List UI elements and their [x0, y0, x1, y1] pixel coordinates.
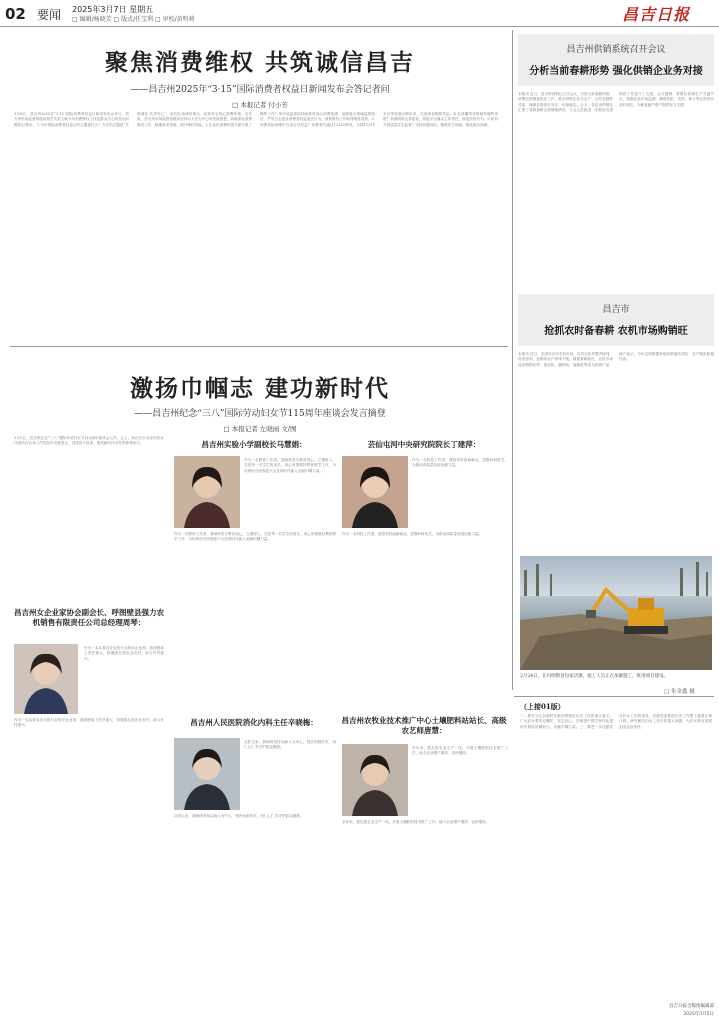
article3-headline: 抢抓农时备春耕 农机市场购销旺: [544, 326, 688, 337]
speaker-dingjianping-text-a: 作为一名科技工作者，我将坚持创新驱动，加强科研攻关，为推动高质量发展贡献力量。: [412, 458, 508, 468]
commentary-source: 昌吉日报全媒体编辑部: [669, 1004, 714, 1009]
article3-body: 本报讯 近日，走进昌吉市农机市场，各类农机具整齐排列，前来咨询、选购的农户络绎不绝。随着春耕临近，农机市场迎来销售旺季，拖拉机、播种机、旋耕机等成为热销产品。商户表示，今年农机购置补贴政策落实到位，农户购机积极性高。: [518, 352, 714, 367]
speaker-zhouqin-text-a: 作为一名从事农业农机行业的女企业家，我深感肩上责任重大，将继续扎根农业农村，助力乡村振兴。: [84, 646, 164, 661]
article4-subhead: ——昌吉州纪念“三八”国际劳动妇女节115周年座谈会发言摘登: [134, 409, 386, 419]
speaker-tanghui-name: 昌吉州农牧业技术推广中心土壤肥料站站长、高级农艺师唐慧：: [341, 716, 507, 735]
speaker-xinxiaomei-name: 昌吉州人民医院消化内科主任辛晓梅：: [190, 718, 318, 727]
article2-headline: 分析当前春耕形势 强化供销企业务对接: [529, 66, 703, 77]
portrait-mahuijuan: [174, 456, 240, 528]
article4-intro: 3月5日，昌吉州纪念“三八”国际劳动妇女节115周年座谈会召开。会上，来自各行各业的妇女代表结合自身工作实际作交流发言，讲述奋斗故事，展现新时代女性的使命担当。: [14, 436, 164, 446]
speaker-tanghui-text-a: 多年来，我扎根农业生产一线，开展土壤肥料技术推广工作，助力农业增产增效、农民增收。: [412, 746, 508, 756]
portrait-tanghui: [342, 744, 408, 816]
photo-credit: □ 朱金鑫 摄: [664, 689, 695, 695]
portrait-dingjianping: [342, 456, 408, 528]
column-divider: [512, 30, 513, 690]
speaker-mahuijuan-text-a: 作为一名教育工作者，我始终坚守教育初心，立德树人，关爱每一名学生的成长，用心用情做好教育教学工作，为培养担当民族复兴大任的时代新人贡献巾帼力量。: [244, 458, 336, 473]
speaker-tanghui-text-b: 多年来，我扎根农业生产一线，开展土壤肥料技术推广工作，助力农业增产增效、农民增收。: [342, 820, 490, 824]
speaker-mahuijuan-text-b: 作为一名教育工作者，我始终坚守教育初心，立德树人，关爱每一名学生的成长，用心用情做好教育教学工作，为培养担当民族复兴大任的时代新人贡献巾帼力量。: [174, 532, 336, 542]
speaker-dingjianping-name: 芸仙屯河中央研究院院长丁建萍：: [367, 440, 481, 449]
article1-byline: □ 本报记者 付小芳: [232, 101, 288, 109]
portrait-zhouqin: [14, 644, 78, 714]
article4-headline: 激扬巾帼志 建功新时代: [129, 375, 390, 402]
newspaper-logo: 昌吉日报: [622, 5, 691, 24]
speaker-xinxiaomei-text-b: 从医以来，我始终坚持以病人为中心，刻苦钻研医术，用仁心仁术守护群众健康。: [174, 814, 304, 818]
speaker-dingjianping-text-b: 作为一名科技工作者，我将坚持创新驱动，加强科研攻关，为推动高质量发展贡献力量。: [342, 532, 483, 536]
article1-subhead: ——昌吉州2025年“3·15”国际消费者权益日新闻发布会答记者问: [130, 85, 390, 95]
commentary-head: （上接01版）: [520, 702, 565, 711]
page-number: 02: [5, 5, 26, 23]
speaker-zhouqin-text-b: 作为一名从事农业农机行业的女企业家，我深感肩上责任重大，将继续扎根农业农村，助力乡村振兴。: [14, 718, 164, 728]
section-rule: [10, 346, 508, 347]
article1-lead: 3月6日，昌吉州2025年“3·15”国际消费者权益日新闻发布会举行，昌吉州市场监督管理局相关负责人就今年消费维权工作及群众关心的热点问题答记者问。: [14, 112, 129, 127]
article1-text: 1.今年国际消费者权益日的主题是什么？今年的主题是“共筑诚信 共享安心”，旨在弘扬诚信理念，营造安全放心消费环境。近年来，昌吉州市场监督管理局坚持以人民为中心的发展思想，持续深化消费维权工作，畅通诉求渠道，提升维权效能。2.在优化消费环境方面开展了哪些工作？州市场监管局持续推进放心消费创建，加强重点领域监管执法，严厉打击侵害消费者权益违法行为，消费维权工作取得明显成效。3.消费者如何维护自身合法权益？消费者可通过12315热线、全国12315平台等渠道反映诉求，注意保存购物凭证。4.在直播带货领域有哪些举措？加强网络交易监管，督促平台落实主体责任，规范经营行为。5.如何开展质量安全监管？坚持问题导向，聚焦民生领域，强化源头治理。: [36, 112, 498, 127]
article4-byline: □ 本报记者 左晓雨 文/图: [223, 425, 297, 433]
section-name: 要闻: [37, 8, 62, 22]
article2-body: 本报讯 近日，昌吉州供销社召开会议，分析当前春耕形势，部署农资储备供应工作，推动供销企业与农户、合作社精准对接，保障农资供应充足、价格稳定。会上，各县市供销社汇报了春耕备耕农资储备情况，与会人员就进一步做好农资保供工作进行了交流。会议强调，要紧盯春耕生产关键节点，加强农资市场监测，确保化肥、农药、种子等农资供应及时到位，为粮食稳产增产提供有力支撑。: [518, 92, 714, 113]
portrait-xinxiaomei: [174, 738, 240, 810]
speaker-zhouqin-name: 昌吉州女企业家协会副会长、呼图壁县强力农机销售有限责任公司总经理周琴：: [14, 608, 164, 627]
photo-caption: 2月24日，在玛纳斯县包家店镇，施工人员正在加紧施工，推进项目建设。: [520, 674, 669, 679]
speaker-mahuijuan-name: 昌吉州实验小学副校长马慧娟：: [201, 440, 307, 449]
speaker-xinxiaomei-text-a: 从医以来，我始终坚持以病人为中心，刻苦钻研医术，用仁心仁术守护群众健康。: [244, 740, 336, 750]
commentary-body: 二、要充分认识新时代新征程做好妇女工作的重大意义。广大妇女要牢记嘱托，坚定信心，在推进中国式现代化建设中展现巾帼担当，贡献巾帼力量。三、要进一步加强党对妇女工作的领导，各级党委要把妇女工作摆上重要议事日程，研究解决妇女工作中的重大问题，为妇女事业发展创造良好条件。: [520, 714, 712, 729]
article1-headline: 聚焦消费维权 共筑诚信昌吉: [104, 49, 415, 76]
commentary-rule: [514, 696, 714, 697]
issue-date: 2025年3月7日 星期五: [72, 5, 154, 14]
article3-kicker: 昌吉市: [602, 305, 630, 315]
editors-line: □ 编辑/杨晓芳 □ 版式/任宝利 □ 审校/黄明莉: [72, 16, 195, 23]
commentary-date: 2025年3月5日: [683, 1012, 714, 1017]
excavator-river-image: [520, 556, 712, 670]
article1-body: [14, 112, 498, 332]
construction-photo: [520, 556, 712, 670]
article2-kicker: 昌吉州供销系统召开会议: [566, 45, 666, 55]
